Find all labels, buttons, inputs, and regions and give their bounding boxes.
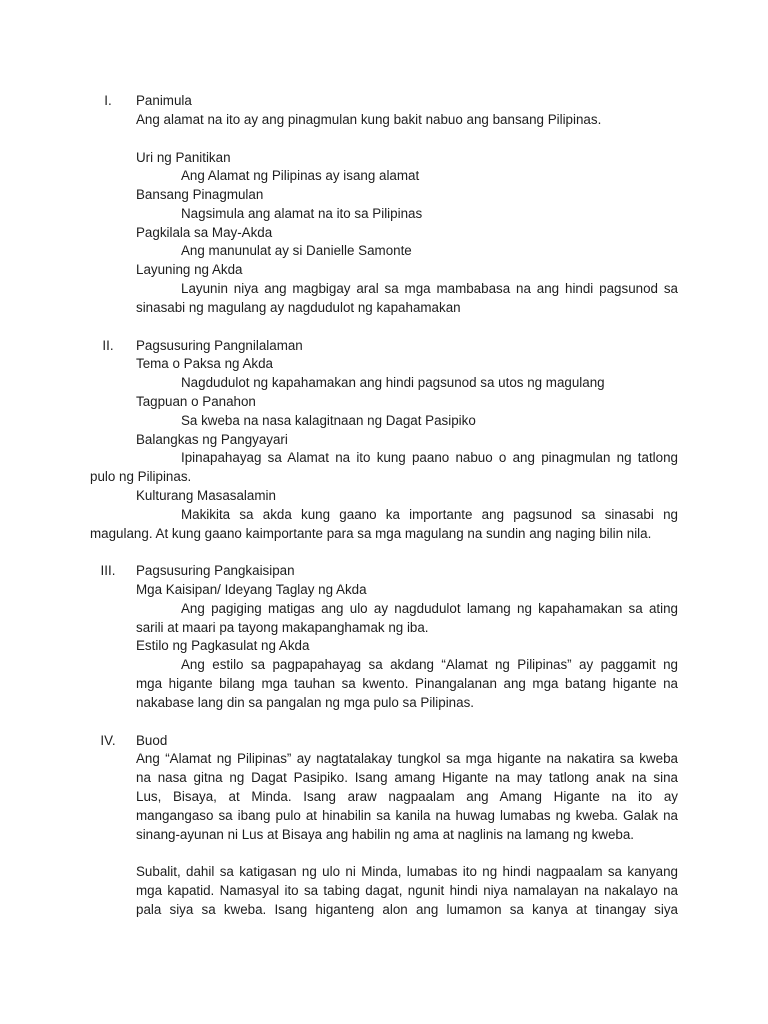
subheading: Estilo ng Pagkasulat ng Akda [136, 638, 310, 653]
paragraph-line: Ang Alamat ng Pilipinas ay isang alamat [181, 168, 420, 183]
subheading: Kulturang Masasalamin [136, 488, 276, 503]
paragraph-line: Layunin niya ang magbigay aral sa mga mambabasa na ang hindi pagsunod sa [181, 281, 678, 296]
paragraph-line: mga kapatid. Namasyal ito sa tabing dagat, ngunit hindi niya namalayan na nakalayo na [136, 883, 678, 898]
section-numeral: I. [104, 93, 112, 108]
paragraph-line: Ang alamat na ito ay ang pinagmulan kung bakit nabuo ang bansang Pilipinas. [136, 112, 602, 127]
paragraph-line: pala siya sa kweba. Isang higanteng alon ang lumamon sa kanya at tinangay siya [136, 902, 678, 917]
section-numeral: III. [100, 563, 116, 578]
paragraph-line: Ang pagiging matigas ang ulo ay nagdudulot lamang ng kapahamakan sa ating [181, 601, 678, 616]
paragraph-line: Lus, Bisaya, at Minda. Isang araw nagpaalam ang Amang Higante na ito ay [136, 789, 678, 804]
subheading: Uri ng Panitikan [136, 150, 231, 165]
section-heading: Pagsusuring Pangnilalaman [136, 338, 303, 353]
paragraph-line: sarili at maari pa tayong makapanghamak ng iba. [136, 620, 429, 635]
paragraph-line: Ang estilo sa pagpapahayag sa akdang “Alamat ng Pilipinas” ay paggamit ng [181, 657, 678, 672]
paragraph-line: Nagsimula ang alamat na ito sa Pilipinas [181, 206, 423, 221]
subheading: Bansang Pinagmulan [136, 187, 264, 202]
subheading: Balangkas ng Pangyayari [136, 432, 288, 447]
subheading: Tema o Paksa ng Akda [136, 356, 273, 371]
section-numeral: IV. [100, 733, 116, 748]
paragraph-line: mangangaso sa ibang pulo at hinabilin sa kanila na huwag lumabas ng kweba. Galak na [136, 808, 678, 823]
section-heading: Pagsusuring Pangkaisipan [136, 563, 295, 578]
section-numeral: II. [102, 338, 114, 353]
paragraph-line: Ang “Alamat ng Pilipinas” ay nagtatalakay tungkol sa mga higante na nakatira sa kweba [136, 751, 678, 766]
paragraph-line: Ang manunulat ay si Danielle Samonte [181, 243, 412, 258]
paragraph-line: Sa kweba na nasa kalagitnaan ng Dagat Pasipiko [181, 413, 476, 428]
paragraph-line: mga higante bilang mga tauhan sa kwento. Pinangalanan ang mga batang higante na [136, 676, 678, 691]
paragraph-line: Subalit, dahil sa katigasan ng ulo ni Minda, lumabas ito ng hindi nagpaalam sa kanyang [136, 864, 678, 879]
paragraph-line: sinang-ayunan ni Lus at Bisaya ang habilin ng ama at naglinis na lamang ng kweba. [136, 827, 635, 842]
paragraph-line: Nagdudulot ng kapahamakan ang hindi pagsunod sa utos ng magulang [181, 375, 605, 390]
subheading: Mga Kaisipan/ Ideyang Taglay ng Akda [136, 582, 367, 597]
section-heading: Buod [136, 733, 168, 748]
paragraph-line: magulang. At kung gaano kaimportante para sa mga magulang na sundin ang naging bilin nila. [90, 526, 652, 541]
paragraph-line: na nasa gitna ng Dagat Pasipiko. Isang amang Higante na may tatlong anak na sina [136, 770, 678, 785]
paragraph-line: nakabase lang din sa pangalan ng mga pulo sa Pilipinas. [136, 695, 474, 710]
subheading: Layuning ng Akda [136, 262, 243, 277]
subheading: Tagpuan o Panahon [136, 394, 256, 409]
paragraph-line: sinasabi ng magulang ay nagdudulot ng kapahamakan [136, 300, 461, 315]
section-heading: Panimula [136, 93, 192, 108]
paragraph-line: pulo ng Pilipinas. [90, 469, 192, 484]
subheading: Pagkilala sa May-Akda [136, 225, 273, 240]
paragraph-line: Makikita sa akda kung gaano ka importante ang pagsunod sa sinasabi ng [181, 507, 678, 522]
paragraph-line: Ipinapahayag sa Alamat na ito kung paano nabuo o ang pinagmulan ng tatlong [181, 450, 678, 465]
